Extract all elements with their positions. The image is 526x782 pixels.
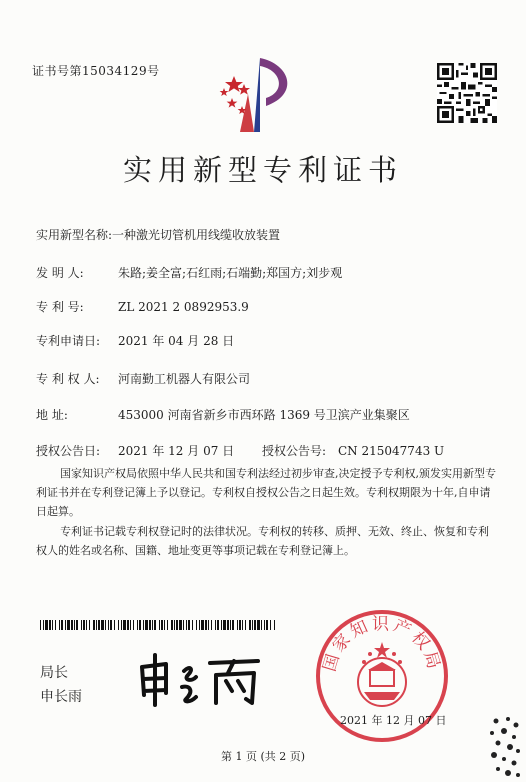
field-label: 地 址: <box>36 408 68 422</box>
field-value: 2021 年 12 月 07 日 <box>118 444 235 458</box>
body-paragraph-grant: 国家知识产权局依照中华人民共和国专利法经过初步审查,决定授予专利权,颁发实用新型专利证书并在专利登记簿上予以登记。专利权自授权公告之日起生效。专利权期限为十年,自申请日起算。 <box>36 467 496 518</box>
field-value: 河南勤工机器人有限公司 <box>118 372 251 386</box>
certificate-number: 证书号第15034129号 <box>32 64 160 78</box>
field-label: 发 明 人: <box>36 266 84 280</box>
field-value: 2021 年 04 月 28 日 <box>118 334 235 348</box>
seal-text: 国家知识产权局 <box>319 614 445 674</box>
field-label: 专 利 权 人: <box>36 372 100 386</box>
chief-title: 局长 <box>40 665 68 681</box>
field-inventors <box>36 264 342 281</box>
field-value: 朱路;姜全富;石红雨;石端勤;郑国方;刘步观 <box>118 266 343 280</box>
field-grant-announcement-date <box>36 442 234 459</box>
field-address <box>36 406 410 423</box>
field-value: CN 215047743 U <box>338 444 445 458</box>
field-label: 授权公告号: <box>262 444 327 458</box>
field-label: 授权公告日: <box>36 444 101 458</box>
seal-date: 2021 年 12 月 07 日 <box>340 714 447 727</box>
body-paragraph-legal-status: 专利证书记载专利权登记时的法律状况。专利权的转移、质押、无效、终止、恢复和专利权人的姓名或名称、国籍、地址变更等事项记载在专利登记簿上。 <box>36 525 489 557</box>
field-value: 453000 河南省新乡市西环路 1369 号卫滨产业集聚区 <box>118 408 410 422</box>
field-utility-model-name <box>36 226 280 243</box>
security-pattern-icon <box>486 715 522 779</box>
certificate-title: 实用新型专利证书 <box>122 153 403 187</box>
field-patentee <box>36 370 250 387</box>
field-filing-date <box>36 332 234 349</box>
qr-code-icon <box>437 63 497 123</box>
field-label: 实用新型名称: <box>36 228 113 242</box>
page-number: 第 1 页 (共 2 页) <box>220 750 306 763</box>
field-patent-number <box>36 298 249 315</box>
signature-icon <box>136 651 264 707</box>
field-value: ZL 2021 2 0892953.9 <box>118 300 249 314</box>
chief-name: 申长雨 <box>40 689 82 705</box>
patent-office-logo-icon <box>214 54 306 138</box>
field-label: 专 利 号: <box>36 300 84 314</box>
field-value: 一种激光切管机用线缆收放装置 <box>112 228 281 242</box>
barcode-icon <box>40 620 276 630</box>
field-grant-announcement-number <box>262 442 444 459</box>
field-label: 专利申请日: <box>36 334 101 348</box>
